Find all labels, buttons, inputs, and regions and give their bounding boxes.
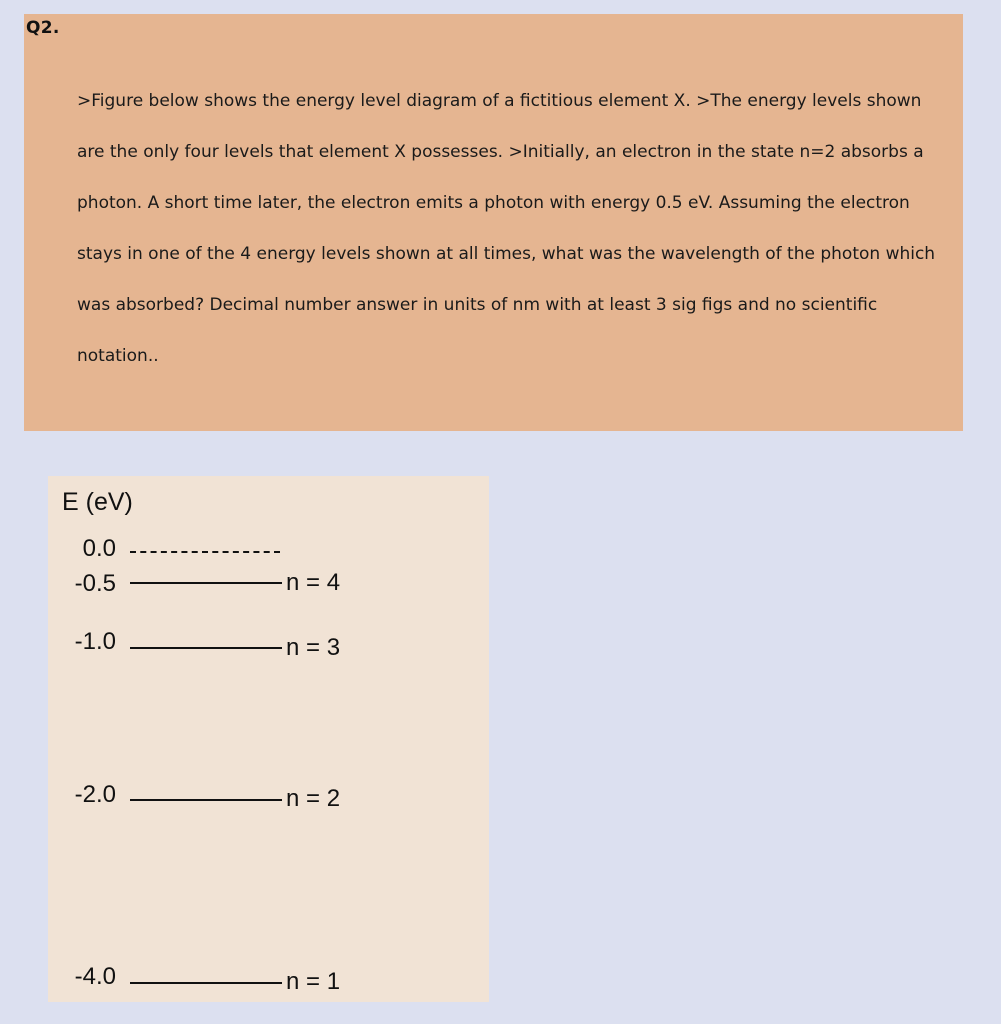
energy-level-diagram bbox=[48, 476, 489, 1002]
level-label-n3: n = 3 bbox=[286, 634, 341, 661]
level-label-n4: n = 4 bbox=[286, 569, 341, 596]
level-line-n1 bbox=[130, 982, 282, 984]
question-number: Q2. bbox=[26, 18, 60, 38]
energy-axis-label: E (eV) bbox=[62, 488, 133, 516]
level-energy-value: -1.0 bbox=[74, 628, 116, 655]
level-energy-value: -2.0 bbox=[74, 781, 116, 808]
question-text: >Figure below shows the energy level diagram of a fictitious element X. >The energy levels shown are the only four levels that element X possesses. >Initially, an electron in the state n=2 absorbs a photon. A short time later, the electron emits a photon with energy 0.5 eV. Assuming the electron stays in one of the 4 energy levels shown at all times, what was the wavelength of the photon which was absorbed? Decimal number answer in units of nm with at least 3 sig figs and no scientific notation.. bbox=[77, 91, 936, 366]
level-label-n1: n = 1 bbox=[286, 968, 341, 995]
level-line-n2 bbox=[130, 799, 282, 801]
level-energy-value: -4.0 bbox=[74, 963, 116, 990]
level-label-n2: n = 2 bbox=[286, 785, 341, 812]
zero-energy-value: 0.0 bbox=[82, 535, 116, 562]
question-box bbox=[24, 14, 963, 431]
zero-level-dashed-line bbox=[130, 551, 280, 553]
level-energy-value: -0.5 bbox=[74, 570, 116, 597]
level-line-n4 bbox=[130, 582, 282, 584]
level-line-n3 bbox=[130, 647, 282, 649]
